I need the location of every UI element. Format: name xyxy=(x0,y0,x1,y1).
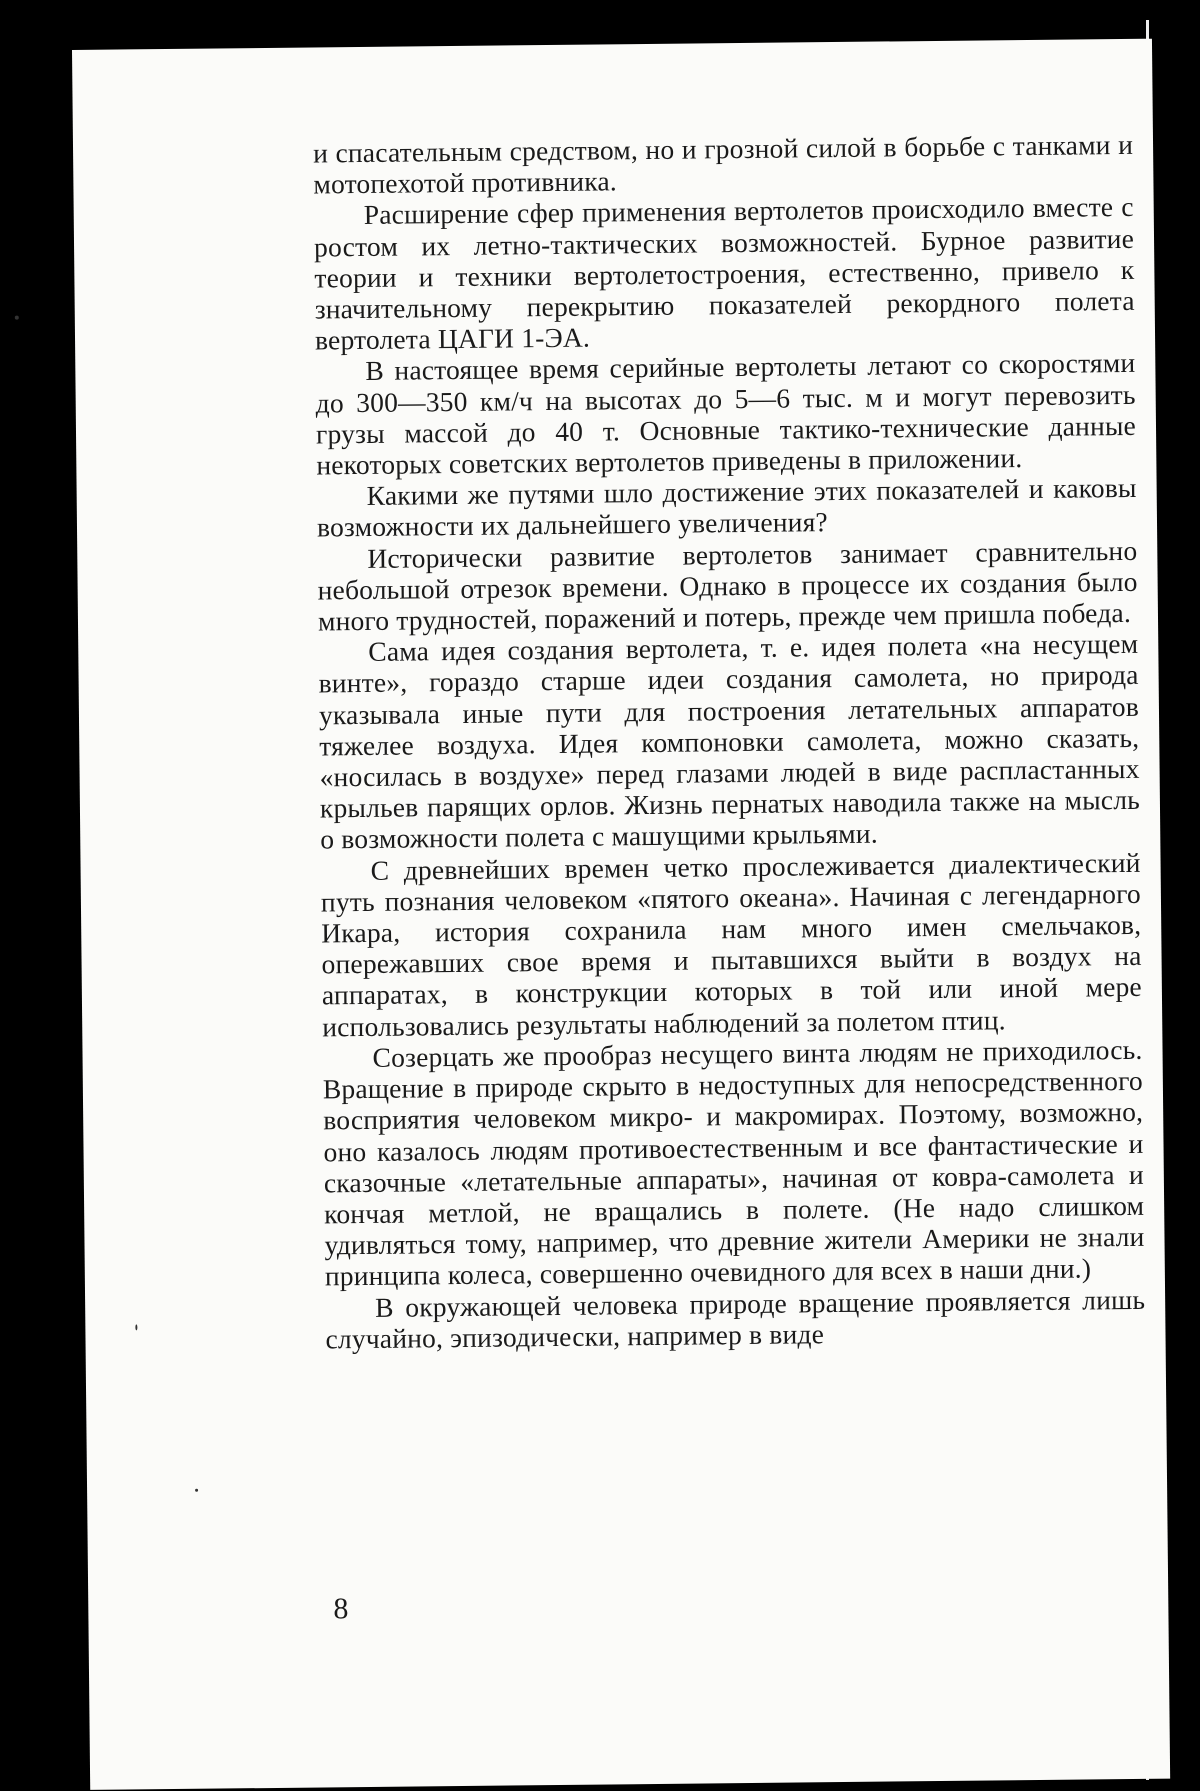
paragraph: С древнейших времен четко прослеживается диалектический путь познания человеком «пятого океана». Начиная с легендарного Икара, история сохранила нам много имен смельчаков, опережавших свое время и пытавшихся выйти в воздух на аппаратах, в конструкции которых в той или иной мере использовались результаты наблюдений за полетом птиц. xyxy=(320,847,1142,1043)
paragraph: Созерцать же прообраз несущего винта людям не приходилось. Вращение в природе скрыто в недоступных для непосредственного восприятия человеком микро- и макромирах. Поэтому, возможно, оно казалось людям противоестественным и все фантастические и сказочные «летательные аппараты», начиная от ковра-самолета и кончая метлой, не вращались в полете. (Не надо слишком удивляться тому, например, что древние жители Америки не знали принципа колеса, совершенно очевидного для всех в наши дни.) xyxy=(322,1034,1145,1292)
paragraph: Сама идея создания вертолета, т. е. идея полета «на несущем винте», гораздо старше идеи создания самолета, но природа указывала иные пути для построения летательных аппаратов тяжелее воздуха. Идея компоновки самолета, можно сказать, «носилась в воздухе» перед глазами людей в виде распластанных крыльев парящих орлов. Жизнь пернатых наводила также на мысль о возможности полета с машущими крыльями. xyxy=(318,628,1140,855)
page-number: 8 xyxy=(333,1592,348,1626)
body-text xyxy=(313,129,1146,1354)
book-page xyxy=(72,39,1170,1790)
scan-speck xyxy=(135,1324,137,1330)
scan-speck xyxy=(195,1489,198,1492)
paragraph: Исторически развитие вертолетов занимает сравнительно небольшой отрезок времени. Однако в процессе их создания было много трудностей, поражений и потерь, прежде чем пришла победа. xyxy=(317,535,1138,637)
paragraph: В настоящее время серийные вертолеты летают со скоростями до 300—350 км/ч на высотах до 5—6 тыс. м и могут перевозить грузы массой до 40 т. Основные тактико-технические данные некоторых советских вертолетов приведены в приложении. xyxy=(315,347,1136,480)
paragraph: Расширение сфер применения вертолетов происходило вместе с ростом их летно-тактических возможностей. Бурное развитие теории и техники вертолетостроения, естественно, привело к значительному перекрытию показателей рекордного полета вертолета ЦАГИ 1-ЭА. xyxy=(314,191,1136,356)
paragraph: и спасательным средством, но и грозной силой в борьбе с танками и мотопехотой противника. xyxy=(313,129,1134,200)
paragraph: Какими же путями шло достижение этих показателей и каковы возможности их дальнейшего увеличения? xyxy=(317,472,1138,543)
scan-speck xyxy=(15,316,19,320)
paragraph: В окружающей человека природе вращение проявляется лишь случайно, эпизодически, например в виде xyxy=(325,1283,1146,1354)
